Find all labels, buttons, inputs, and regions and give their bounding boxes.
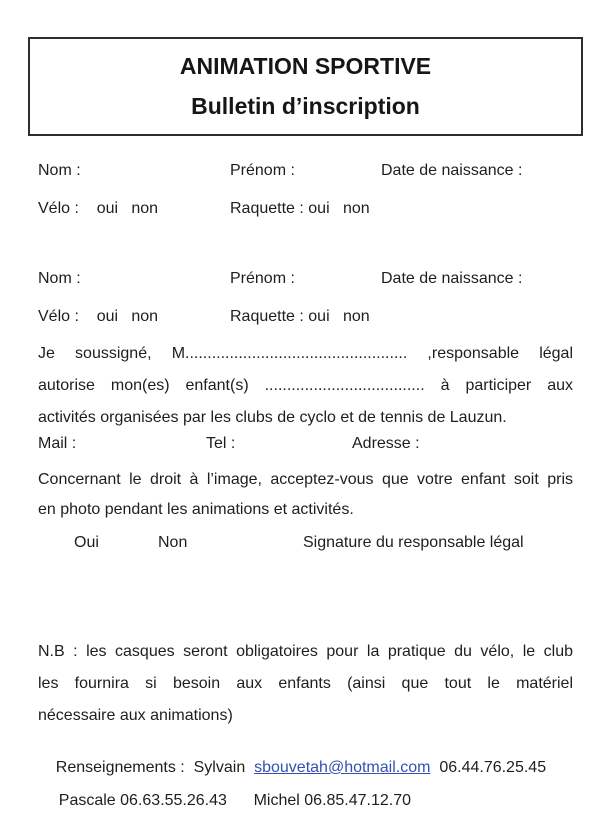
child1-activity-row [0,198,611,220]
raquette-options: Raquette : oui non [230,308,370,325]
child1-identity-row [0,160,611,182]
oui-option: Oui [74,534,99,551]
sylvain-phone: 06.44.76.25.45 [430,759,547,776]
title-box [28,37,583,136]
legal-line3: activités organisées par les clubs de cyclo et de tennis de Lauzun. [38,409,507,426]
photo-consent-paragraph [38,465,573,525]
nb-paragraph [38,636,573,732]
nom-label: Nom : [38,270,81,287]
prenom-label: Prénom : [230,162,295,179]
renseignements-label: Renseignements : Sylvain [55,759,255,776]
email-link[interactable]: sbouvetah@hotmail.com [254,759,431,776]
velo-options: Vélo : oui non [38,308,159,325]
pascale-michel-line [41,768,411,834]
nom-label: Nom : [38,162,81,179]
prenom-label: Prénom : [230,270,295,287]
dob-label: Date de naissance : [381,270,523,287]
form-title: ANIMATION SPORTIVE [179,52,432,79]
photo-choice-row [0,532,611,554]
signature-label: Signature du responsable légal [303,534,524,551]
non-option: Non [158,534,188,551]
contact-fields-row [0,433,611,455]
legal-authorization-paragraph [38,338,573,434]
adresse-label: Adresse : [352,435,420,452]
mail-label: Mail : [38,435,77,452]
velo-options: Vélo : oui non [38,200,159,217]
photo-consent-line1: Concernant le droit à l’image, acceptez-vous que votre enfant soit pris [38,471,573,488]
legal-line1: Je soussigné, M.................................................. ,responsable légal [38,345,573,362]
legal-line2: autorise mon(es) enfant(s) .................................... à participer aux [38,377,573,394]
pascale-michel-phones: Pascale 06.63.55.26.43 Michel 06.85.47.12.70 [58,792,412,809]
tel-label: Tel : [206,435,236,452]
child2-activity-row [0,306,611,328]
form-subtitle: Bulletin d’inscription [191,92,420,119]
nb-line3: nécessaire aux animations) [38,707,233,724]
dob-label: Date de naissance : [381,162,523,179]
child2-identity-row [0,268,611,290]
nb-line1: N.B : les casques seront obligatoires pour la pratique du vélo, le club [38,643,573,660]
raquette-options: Raquette : oui non [230,200,370,217]
photo-consent-line2: en photo pendant les animations et activités. [38,501,354,518]
nb-line2: les fournira si besoin aux enfants (ainsi que tout le matériel [38,675,573,692]
